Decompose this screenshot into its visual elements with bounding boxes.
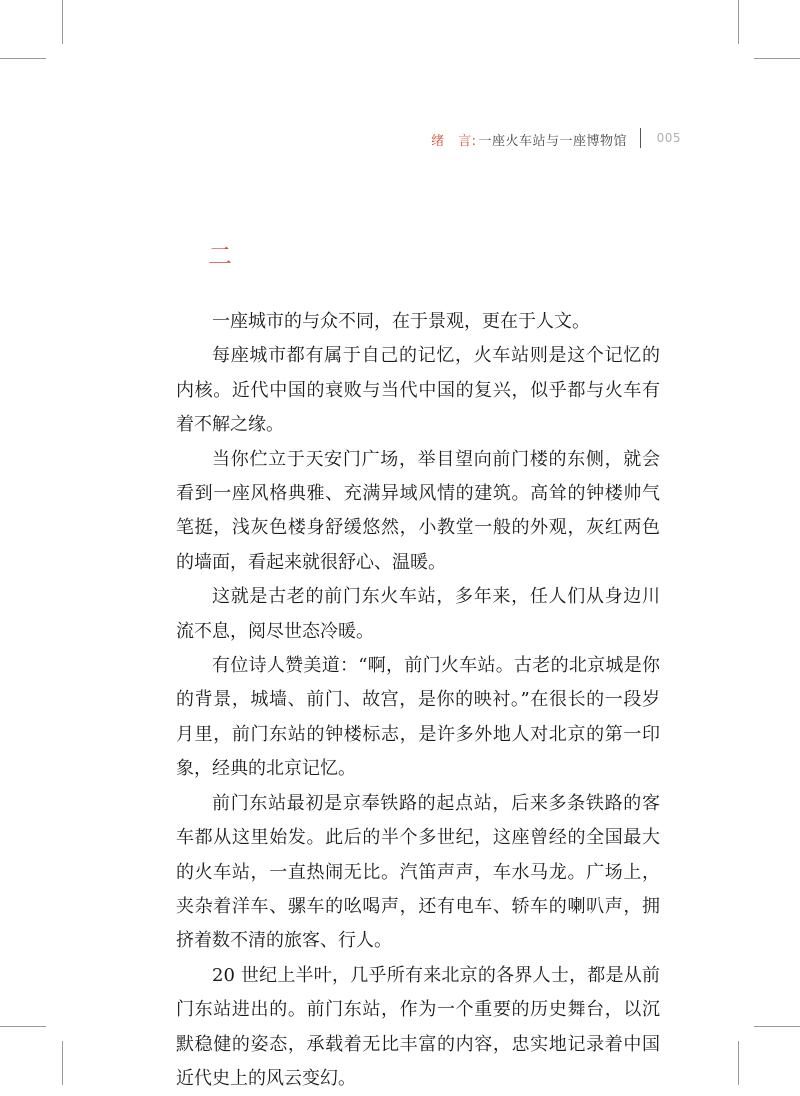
paragraph-7: 20 世纪上半叶，几乎所有来北京的各界人士，都是从前门东站进出的。前门东站，作为一个重要的历史舞台，以沉默稳健的姿态，承载着无比丰富的内容，忠实地记录着中国近代史上的风云变幻。 [176,964,660,1089]
crop-mark-bottom-right-horizontal [754,1026,800,1027]
crop-mark-top-right-vertical [738,0,739,44]
header-divider [640,128,641,148]
crop-mark-top-left-vertical [62,0,63,44]
paragraph-2: 每座城市都有属于自己的记忆，火车站则是这个记忆的内核。近代中国的衰败与当代中国的复兴，似乎都与火车有着不解之缘。 [176,345,660,436]
chapter-title: 一座火车站与一座博物馆 [478,134,627,149]
paragraph-4: 这就是古老的前门东火车站，多年来，任人们从身边川流不息，阅尽世态冷暖。 [176,586,660,642]
paragraph-3: 当你伫立于天安门广场，举目望向前门楼的东侧，就会看到一座风格典雅、充满异域风情的建筑。高耸的钟楼帅气笔挺，浅灰色楼身舒缓悠然，小教堂一般的外观，灰红两色的墙面，看起来就很舒心、温暖。 [176,448,660,573]
crop-mark-top-right-horizontal [754,58,800,59]
crop-mark-bottom-right-vertical [738,1041,739,1085]
paragraph-6: 前门东站最初是京奉铁路的起点站，后来多条铁路的客车都从这里始发。此后的半个多世纪，这座曾经的全国最大的火车站，一直热闹无比。汽笛声声，车水马龙。广场上，夹杂着洋车、骡车的吆喝声，还有电车、轿车的喇叭声，拥挤着数不清的旅客、行人。 [176,792,660,952]
chapter-heading [431,130,627,149]
crop-mark-top-left-horizontal [0,58,46,59]
section-number: 二 [208,242,232,270]
running-header [0,128,681,150]
chapter-label: 绪 言 [431,134,472,149]
chapter-colon: : [471,134,477,149]
paragraph-5: 有位诗人赞美道：“啊，前门火车站。古老的北京城是你的背景，城墙、前门、故宫，是你的映衬。”在很长的一段岁月里，前门东站的钟楼标志，是许多外地人对北京的第一印象，经典的北京记忆。 [176,655,660,780]
page-number: 005 [656,131,681,145]
crop-mark-bottom-left-horizontal [0,1026,46,1027]
crop-mark-bottom-left-vertical [62,1041,63,1085]
paragraph-1: 一座城市的与众不同，在于景观，更在于人文。 [212,311,590,332]
body-text [176,305,660,1096]
